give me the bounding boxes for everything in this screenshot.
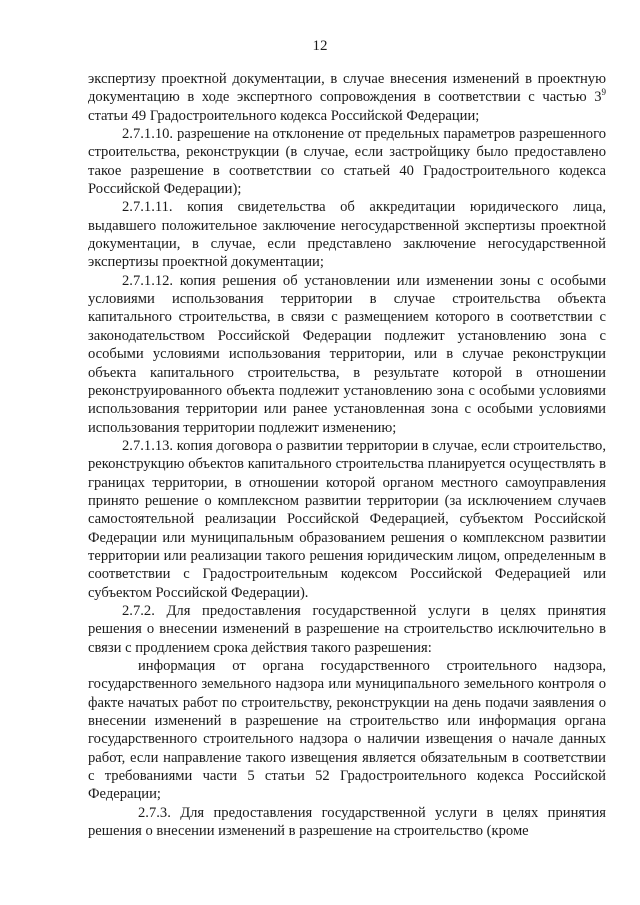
paragraph-information: информация от органа государственного строительного надзора, государственного земельного надзора или муниципального земельного контроля о факте начатых работ по строительству, реконструкции на день подачи заявления о внесении изменений в разрешение на строительство или информация органа государственного строительного надзора о наличии извещения о начале данных работ, если направление такого извещения является обязательным в соответствии с требованиями части 5 статьи 52 Градостроительного кодекса Российской Федерации;	[88, 658, 606, 803]
paragraph-2-7-3: 2.7.3. Для предоставления государственной услуги в целях принятия решения о внесении изменений в разрешение на строительство (кроме	[88, 804, 606, 840]
page-number: 12	[312, 38, 328, 54]
paragraph-2-7-1-13: 2.7.1.13. копия договора о развитии территории в случае, если строительство, реконструкцию объектов капитального строительства планируется осуществлять в границах территории, в отношении которой органом местного самоуправления принято решение о комплексном развитии территории (за исключением случаев самостоятельной реализации Российской Федерацией, субъектом Российской Федерации или муниципальным образованием решения о комплексном развитии территории или реализации такого решения юридическим лицом, определенным в соответствии с Градостроительным кодексом Российской Федерацией или субъектом Российской Федерации).	[88, 437, 606, 601]
paragraph-2-7-1-12: 2.7.1.12. копия решения об установлении или изменении зоны с особыми условиями использования территории в случае строительства объекта капитального строительства, в связи с размещением которого в соответствии с законодательством Российской Федерации подлежит установлению зона с особыми условиями использования территории, или в случае реконструкции объекта капитального строительства, в результате которой в отношении реконструированного объекта подлежит установлению зона с особыми условиями использования территории или ранее установленная зона с особыми условиями использования территории подлежит изменению;	[88, 272, 606, 436]
document-body	[88, 70, 606, 840]
superscript: 9	[601, 87, 606, 98]
paragraph-text: статьи 49 Градостроительного кодекса Российской Федерации;	[88, 107, 480, 124]
paragraph-2-7-1-10: 2.7.1.10. разрешение на отклонение от предельных параметров разрешенного строительства, реконструкции (в случае, если застройщику было предоставлено такое разрешение в соответствии со статьей 40 Градостроительного кодекса Российской Федерации);	[88, 126, 606, 198]
paragraph-text: экспертизу проектной документации, в случае внесения изменений в проектную документацию в ходе экспертного сопровождения в соответствии с частью 3	[88, 71, 606, 106]
paragraph-2-7-1-11: 2.7.1.11. копия свидетельства об аккредитации юридического лица, выдавшего положительное заключение негосударственной экспертизы проектной документации, в случае, если представлено заключение негосударственной экспертизы проектной документации;	[88, 199, 606, 271]
paragraph-2-7-2: 2.7.2. Для предоставления государственной услуги в целях принятия решения о внесении изменений в разрешение на строительство исключительно в связи с продлением срока действия такого разрешения:	[88, 602, 606, 656]
paragraph-continuation	[88, 70, 606, 125]
